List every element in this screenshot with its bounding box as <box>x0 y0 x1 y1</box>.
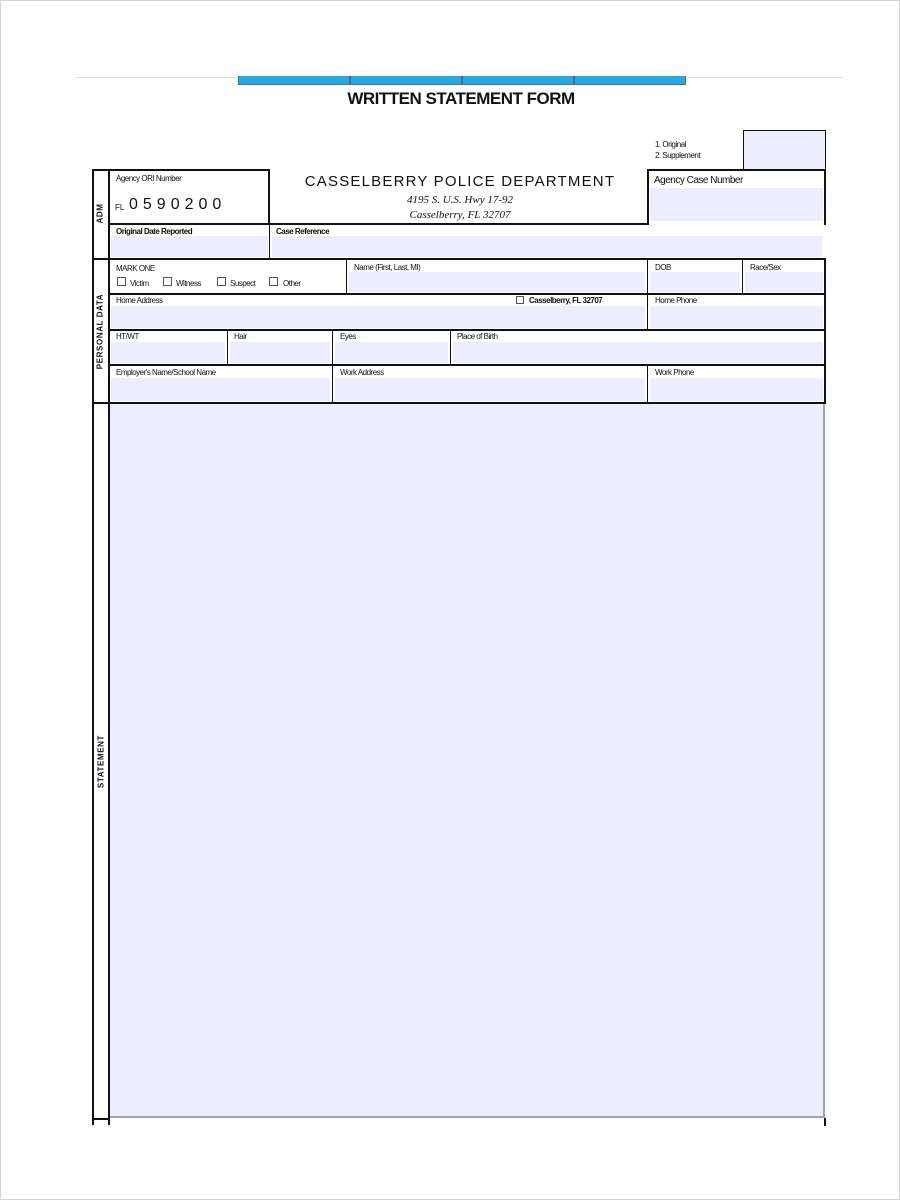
other-label: Other <box>283 279 301 288</box>
ori-number: 0590200 <box>129 196 227 213</box>
row3-divider-b <box>332 331 333 365</box>
supplement-option-label: 2. Supplement <box>655 151 701 160</box>
mark-one-label: MARK ONE <box>116 264 155 273</box>
row4-divider-a <box>332 366 333 403</box>
adm-bottom-border <box>92 258 826 260</box>
other-checkbox[interactable] <box>269 277 278 286</box>
victim-label: Victim <box>130 279 149 288</box>
name-field[interactable] <box>349 272 645 292</box>
work-address-label: Work Address <box>340 368 384 377</box>
row4-divider-b <box>647 366 648 403</box>
row2-divider <box>647 295 648 330</box>
status-code-field[interactable] <box>743 130 826 171</box>
agency-case-field[interactable] <box>650 188 823 221</box>
department-address-line1: 4195 S. U.S. Hwy 17-92 <box>406 194 514 206</box>
statement-textarea[interactable] <box>110 404 825 1118</box>
work-phone-label: Work Phone <box>655 368 694 377</box>
hair-field[interactable] <box>230 342 330 363</box>
race-sex-label: Race/Sex <box>750 263 781 272</box>
adm-section-label: ADM <box>95 203 105 224</box>
statement-bottom-tick <box>92 1118 110 1120</box>
toolbar-tab-4[interactable] <box>574 76 686 85</box>
suspect-label: Suspect <box>230 279 256 288</box>
personal-data-section-label: PERSONAL DATA <box>95 293 105 370</box>
case-reference-field[interactable] <box>272 236 822 257</box>
ori-box-bottom-border <box>108 223 649 225</box>
toolbar-tab-1[interactable] <box>238 76 350 85</box>
htwt-label: HT/WT <box>116 332 139 341</box>
row3-divider-a <box>227 331 228 365</box>
dob-field[interactable] <box>650 272 740 292</box>
employer-field[interactable] <box>111 378 330 401</box>
place-of-birth-label: Place of Birth <box>457 332 498 341</box>
statement-right-tick <box>824 1118 826 1126</box>
home-address-label: Home Address <box>116 296 163 305</box>
case-reference-label: Case Reference <box>276 227 330 236</box>
work-phone-field[interactable] <box>650 378 823 401</box>
department-name: CASSELBERRY POLICE DEPARTMENT <box>304 173 616 190</box>
ori-prefix: FL <box>115 203 125 212</box>
name-label: Name (First, Last, MI) <box>354 263 421 272</box>
personal-row1-border <box>108 293 826 295</box>
adm-top-border-left <box>92 169 270 171</box>
original-date-field[interactable] <box>111 236 268 257</box>
row1-divider-c <box>742 259 743 294</box>
work-address-field[interactable] <box>335 378 645 401</box>
employer-label: Employer's Name/School Name <box>116 368 216 377</box>
form-title: WRITTEN STATEMENT FORM <box>347 89 575 108</box>
row1-divider-b <box>647 259 648 294</box>
hair-label: Hair <box>234 332 247 341</box>
witness-checkbox[interactable] <box>163 277 172 286</box>
dob-label: DOB <box>655 263 671 272</box>
htwt-field[interactable] <box>111 342 225 363</box>
toolbar-tab-2[interactable] <box>350 76 462 85</box>
eyes-label: Eyes <box>340 332 356 341</box>
eyes-field[interactable] <box>335 342 448 363</box>
personal-row2-border <box>108 329 826 331</box>
suspect-checkbox[interactable] <box>217 277 226 286</box>
row1-divider-a <box>346 259 347 294</box>
agency-case-label: Agency Case Number <box>654 175 743 186</box>
city-checkbox[interactable] <box>516 296 524 304</box>
original-option-label: 1. Original <box>655 140 686 149</box>
date-divider <box>269 224 270 259</box>
agency-ori-label: Agency ORI Number <box>116 174 182 183</box>
victim-checkbox[interactable] <box>117 277 126 286</box>
personal-right-border <box>824 258 826 404</box>
home-phone-label: Home Phone <box>655 296 697 305</box>
home-phone-field[interactable] <box>650 306 823 328</box>
place-of-birth-field[interactable] <box>453 342 823 363</box>
form-left-border <box>92 169 94 1125</box>
row3-divider-c <box>450 331 451 365</box>
toolbar-tab-3[interactable] <box>462 76 574 85</box>
personal-row3-border <box>108 364 826 366</box>
original-date-label: Original Date Reported <box>116 227 193 236</box>
witness-label: Witness <box>176 279 201 288</box>
department-address-line2: Casselberry, FL 32707 <box>409 209 511 221</box>
home-address-field[interactable] <box>111 306 645 328</box>
case-box-right-border <box>824 169 826 225</box>
statement-section-label: STATEMENT <box>96 734 106 789</box>
adm-top-border-right <box>647 169 826 171</box>
city-option-label: Casselberry, FL 32707 <box>529 296 603 305</box>
race-sex-field[interactable] <box>745 272 823 292</box>
